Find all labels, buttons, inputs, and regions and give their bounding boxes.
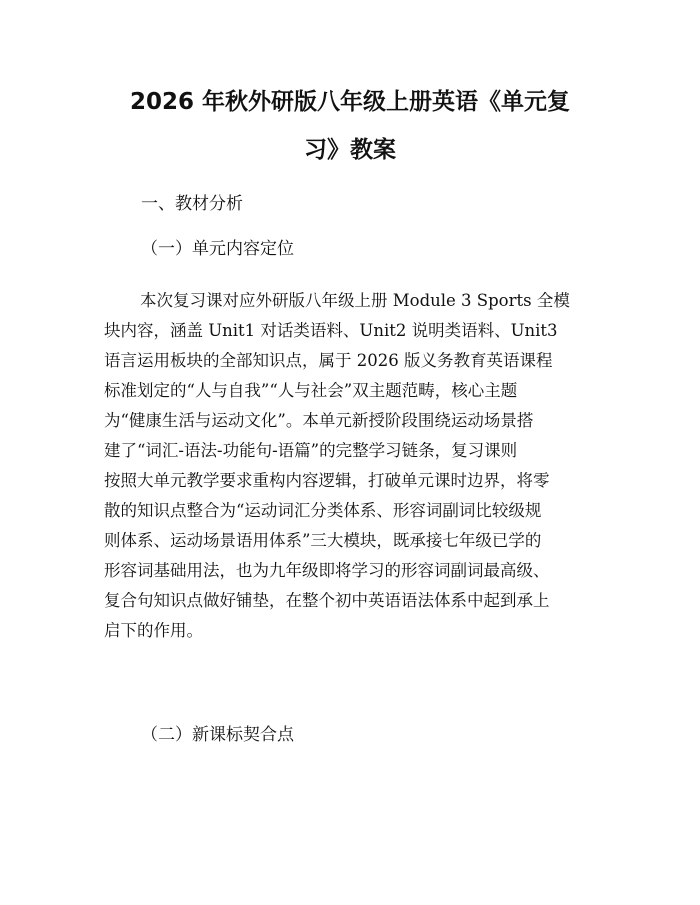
paragraph-line: 则体系、运动场景语用体系”三大模块，既承接七年级已学的 [104, 531, 542, 550]
paragraph-line: 本次复习课对应外研版八年级上册 Module 3 Sports 全模 [140, 291, 570, 310]
subsection-heading-new-curriculum: （二）新课标契合点 [141, 725, 294, 745]
document-title-line-2: 习》教案 [304, 137, 396, 163]
section-heading-textbook-analysis: 一、教材分析 [141, 194, 243, 214]
paragraph-line: 按照大单元教学要求重构内容逻辑，打破单元课时边界，将零 [104, 471, 550, 490]
paragraph-line: 语言运用板块的全部知识点，属于 2026 版义务教育英语课程 [104, 351, 553, 370]
paragraph-line: 块内容，涵盖 Unit1 对话类语料、Unit2 说明类语料、Unit3 [104, 321, 558, 340]
paragraph-line: 建了“词汇-语法-功能句-语篇”的完整学习链条，复习课则 [104, 441, 518, 460]
paragraph-line: 标准划定的“人与自我”“人与社会”双主题范畴，核心主题 [104, 381, 518, 400]
paragraph-line: 散的知识点整合为“运动词汇分类体系、形容词副词比较级规 [104, 501, 542, 520]
paragraph-line: 启下的作用。 [104, 621, 203, 640]
subsection-heading-unit-positioning: （一）单元内容定位 [141, 239, 294, 259]
paragraph-line: 形容词基础用法，也为九年级即将学习的形容词副词最高级、 [104, 561, 550, 580]
paragraph-line: 复合句知识点做好铺垫，在整个初中英语语法体系中起到承上 [104, 591, 550, 610]
document-title-line-1: 2026 年秋外研版八年级上册英语《单元复 [129, 89, 571, 115]
paragraph-line: 为“健康生活与运动文化”。本单元新授阶段围绕运动场景搭 [104, 411, 534, 430]
